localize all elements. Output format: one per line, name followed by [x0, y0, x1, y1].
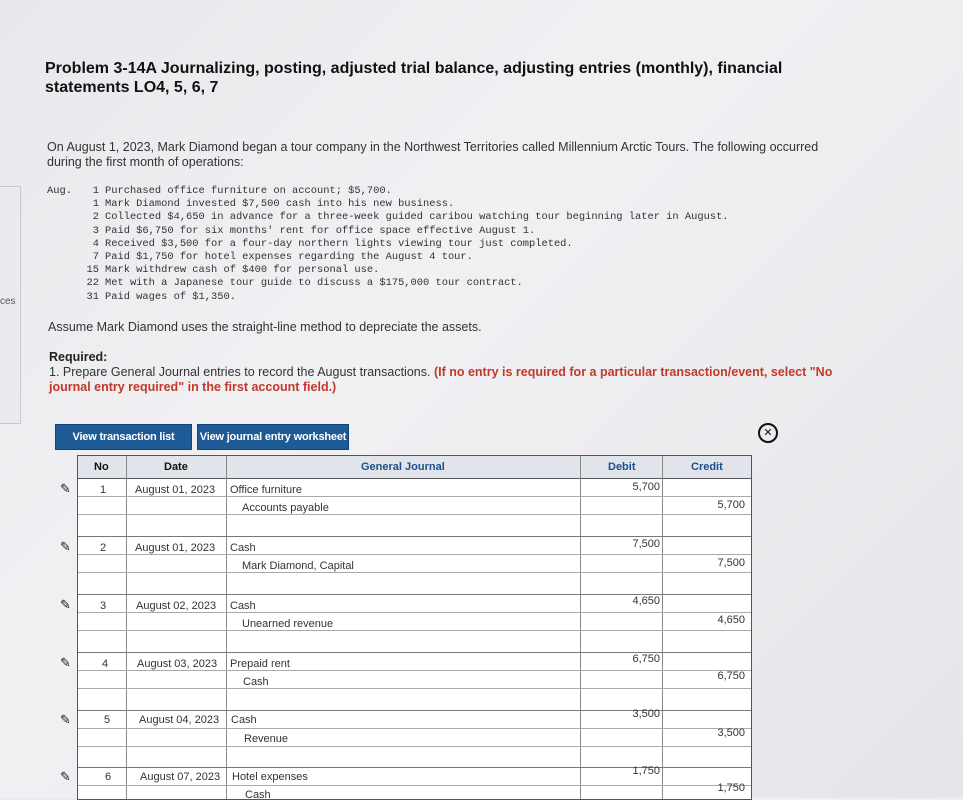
entry-no: 5 — [104, 714, 111, 726]
edit-icon[interactable]: ✎ — [60, 597, 71, 612]
transaction-item: 7 Paid $1,750 for hotel expenses regarding the August 4 tour. — [92, 251, 473, 264]
credit-amount[interactable]: 7,500 — [717, 557, 745, 569]
edit-icon[interactable]: ✎ — [60, 769, 71, 784]
required-note: (If no entry is required for a particular transaction/event, select "No journal entry required" in the first account field.) — [49, 365, 833, 394]
header-debit: Debit — [608, 461, 636, 473]
transaction-list — [47, 185, 729, 304]
entry-no: 3 — [100, 600, 107, 612]
debit-account[interactable]: Cash — [231, 714, 257, 726]
debit-account[interactable]: Prepaid rent — [230, 658, 290, 670]
view-journal-worksheet-button[interactable]: View journal entry worksheet — [197, 424, 349, 450]
depreciation-assumption: Assume Mark Diamond uses the straight-line method to depreciate the assets. — [48, 320, 482, 334]
entry-date[interactable]: August 01, 2023 — [135, 542, 216, 554]
transaction-item: 4 Received $3,500 for a four-day northern lights viewing tour just completed. — [92, 237, 573, 250]
debit-account[interactable]: Cash — [230, 600, 256, 612]
transaction-item: Aug. 1 Purchased office furniture on account; $5,700. — [47, 185, 392, 197]
debit-amount[interactable]: 7,500 — [632, 538, 660, 550]
required-heading: Required: — [49, 350, 108, 364]
debit-account[interactable]: Office furniture — [230, 484, 302, 496]
edit-icon[interactable]: ✎ — [60, 481, 71, 496]
debit-amount[interactable]: 6,750 — [632, 653, 660, 665]
credit-amount[interactable]: 5,700 — [717, 499, 745, 511]
general-journal-table — [77, 455, 752, 800]
entry-date[interactable]: August 02, 2023 — [136, 600, 217, 612]
debit-account[interactable]: Hotel expenses — [232, 771, 308, 783]
header-date: Date — [164, 461, 188, 473]
required-text: 1. Prepare General Journal entries to record the August transactions. (If no entry is required for a particular transaction/event, select "No journal entry required" in the first account field.) — [49, 365, 833, 394]
header-no: No — [94, 461, 109, 473]
edit-icon[interactable]: ✎ — [60, 539, 71, 554]
debit-amount[interactable]: 5,700 — [632, 481, 660, 493]
transaction-item: 22 Met with a Japanese tour guide to discuss a $175,000 tour contract. — [86, 277, 523, 290]
credit-account[interactable]: Mark Diamond, Capital — [242, 560, 354, 572]
view-transaction-list-button[interactable]: View transaction list — [55, 424, 192, 450]
entry-no: 2 — [100, 542, 107, 554]
entry-no: 6 — [105, 771, 112, 783]
edit-icon[interactable]: ✎ — [60, 655, 71, 670]
transaction-item: 3 Paid $6,750 for six months' rent for office space effective August 1. — [92, 224, 536, 237]
entry-no: 4 — [102, 658, 109, 670]
debit-amount[interactable]: 3,500 — [632, 708, 660, 720]
credit-amount[interactable]: 6,750 — [717, 670, 745, 682]
problem-intro: On August 1, 2023, Mark Diamond began a tour company in the Northwest Territories called Millennium Arctic Tours. The following occurred during the first month of operations: — [47, 140, 819, 169]
credit-account[interactable]: Accounts payable — [242, 502, 329, 514]
debit-amount[interactable]: 4,650 — [632, 595, 660, 607]
transaction-item: 2 Collected $4,650 in advance for a three-week guided caribou watching tour beginning later in August. — [92, 211, 729, 224]
credit-amount[interactable]: 4,650 — [717, 614, 745, 626]
journal-header — [78, 456, 751, 479]
side-panel-label: ces — [0, 296, 16, 307]
close-icon[interactable]: ✕ — [758, 423, 778, 443]
credit-amount[interactable]: 1,750 — [717, 782, 745, 794]
transaction-item: 31 Paid wages of $1,350. — [86, 290, 236, 303]
problem-title: Problem 3-14A Journalizing, posting, adjusted trial balance, adjusting entries (monthly), financial statements LO4, 5, 6, 7 — [45, 60, 783, 96]
header-general-journal: General Journal — [361, 461, 445, 473]
entry-date[interactable]: August 01, 2023 — [135, 484, 216, 496]
transaction-month: Aug. — [47, 185, 72, 197]
entry-date[interactable]: August 07, 2023 — [140, 771, 221, 783]
debit-amount[interactable]: 1,750 — [632, 765, 660, 777]
entry-date[interactable]: August 03, 2023 — [137, 658, 218, 670]
entry-date[interactable]: August 04, 2023 — [139, 714, 220, 726]
credit-account[interactable]: Unearned revenue — [242, 618, 334, 630]
entry-no: 1 — [100, 484, 107, 496]
credit-amount[interactable]: 3,500 — [717, 727, 745, 739]
edit-icon[interactable]: ✎ — [60, 712, 71, 727]
credit-account[interactable]: Cash — [245, 789, 271, 800]
transaction-item: 1 Mark Diamond invested $7,500 cash into his new business. — [92, 198, 455, 211]
header-credit: Credit — [691, 461, 723, 473]
credit-account[interactable]: Cash — [243, 676, 269, 688]
credit-account[interactable]: Revenue — [244, 733, 289, 745]
transaction-item: 15 Mark withdrew cash of $400 for personal use. — [86, 264, 380, 277]
debit-account[interactable]: Cash — [230, 542, 256, 554]
